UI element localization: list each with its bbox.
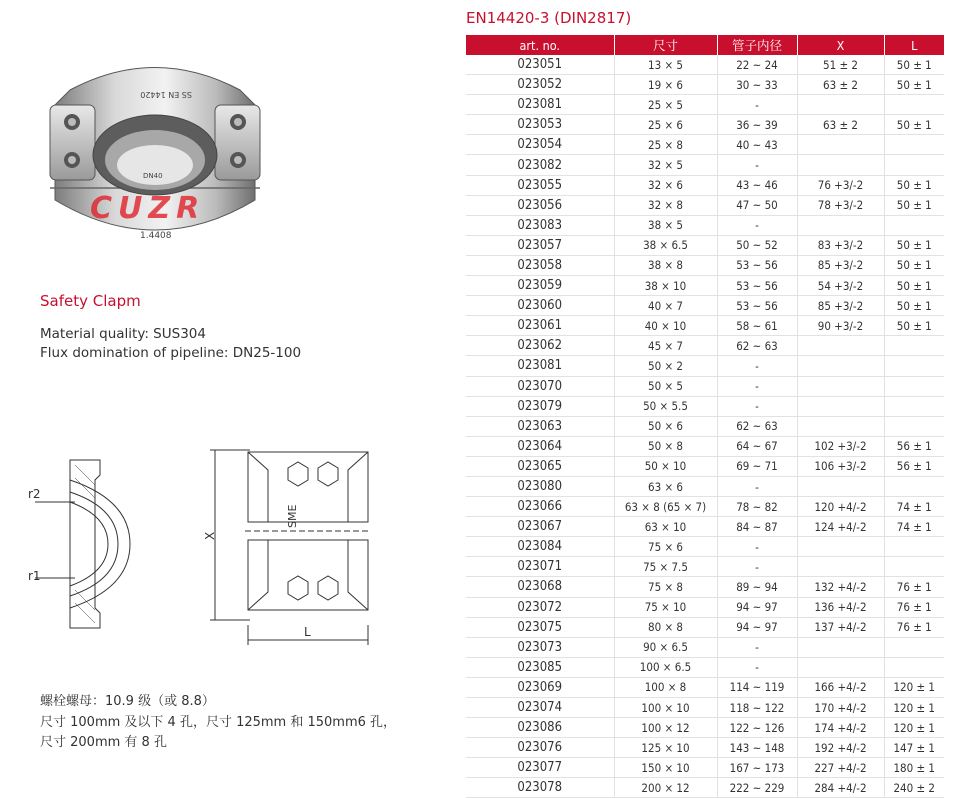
cell-x: 284 +4/-2 (797, 778, 884, 798)
cell-x (797, 396, 884, 416)
cell-art-no: 023072 (466, 597, 614, 617)
cell-l: 50 ± 1 (884, 115, 944, 135)
cell-x: 63 ± 2 (797, 75, 884, 95)
cell-pipe-id: 58 ~ 61 (717, 316, 797, 336)
cell-size: 100 × 12 (614, 718, 717, 738)
cell-l (884, 657, 944, 677)
cell-l (884, 476, 944, 496)
cell-pipe-id: 143 ~ 148 (717, 738, 797, 758)
cell-l: 120 ± 1 (884, 677, 944, 697)
cell-size: 25 × 5 (614, 95, 717, 115)
cell-art-no: 023080 (466, 476, 614, 496)
cell-pipe-id: - (717, 657, 797, 677)
cell-size: 25 × 6 (614, 115, 717, 135)
label-sme: SME (286, 504, 299, 528)
cell-x: 90 +3/-2 (797, 316, 884, 336)
table-row (466, 738, 944, 758)
label-l: L (304, 625, 311, 639)
cell-x (797, 657, 884, 677)
cell-pipe-id: 78 ~ 82 (717, 497, 797, 517)
cell-art-no: 023084 (466, 537, 614, 557)
cell-x (797, 356, 884, 376)
cell-size: 38 × 6.5 (614, 235, 717, 255)
header-size: 尺寸 (614, 35, 717, 55)
cell-pipe-id: - (717, 95, 797, 115)
cell-pipe-id: 43 ~ 46 (717, 175, 797, 195)
cell-x (797, 95, 884, 115)
table-row (466, 376, 944, 396)
cell-x (797, 637, 884, 657)
cell-art-no: 023077 (466, 758, 614, 778)
cell-x: 51 ± 2 (797, 55, 884, 75)
cell-x (797, 416, 884, 436)
cell-size: 150 × 10 (614, 758, 717, 778)
cell-art-no: 023079 (466, 396, 614, 416)
cell-pipe-id: 94 ~ 97 (717, 597, 797, 617)
cell-pipe-id: 53 ~ 56 (717, 255, 797, 275)
cell-pipe-id: - (717, 557, 797, 577)
cell-art-no: 023062 (466, 336, 614, 356)
cell-size: 125 × 10 (614, 738, 717, 758)
cell-x: 227 +4/-2 (797, 758, 884, 778)
cell-l (884, 376, 944, 396)
cell-l (884, 557, 944, 577)
cell-pipe-id: 69 ~ 71 (717, 456, 797, 476)
cell-l: 180 ± 1 (884, 758, 944, 778)
header-pipe-id: 管子内径 (717, 35, 797, 55)
cell-x (797, 215, 884, 235)
cell-art-no: 023060 (466, 296, 614, 316)
table-row (466, 517, 944, 537)
cell-x: 137 +4/-2 (797, 617, 884, 637)
standard-title: EN14420-3 (DIN2817) (466, 9, 632, 27)
cell-pipe-id: 62 ~ 63 (717, 416, 797, 436)
cell-size: 90 × 6.5 (614, 637, 717, 657)
cell-l: 120 ± 1 (884, 698, 944, 718)
cell-size: 100 × 8 (614, 677, 717, 697)
table-row (466, 617, 944, 637)
cell-size: 13 × 5 (614, 55, 717, 75)
brand-watermark: CUZR (90, 191, 206, 226)
cell-size: 40 × 7 (614, 296, 717, 316)
cell-l (884, 95, 944, 115)
cell-l: 50 ± 1 (884, 75, 944, 95)
product-info-panel (0, 0, 460, 798)
cell-l: 50 ± 1 (884, 235, 944, 255)
cell-pipe-id: 36 ~ 39 (717, 115, 797, 135)
cell-art-no: 023082 (466, 155, 614, 175)
cell-x: 120 +4/-2 (797, 497, 884, 517)
cell-l (884, 336, 944, 356)
cell-art-no: 023073 (466, 637, 614, 657)
cell-size: 40 × 10 (614, 316, 717, 336)
cell-x (797, 557, 884, 577)
cell-pipe-id: - (717, 155, 797, 175)
label-x: X (203, 531, 217, 540)
table-row (466, 135, 944, 155)
cell-l (884, 356, 944, 376)
cell-x: 76 +3/-2 (797, 175, 884, 195)
table-row (466, 597, 944, 617)
note-holes-1: 尺寸 100mm 及以下 4 孔，尺寸 125mm 和 150mm6 孔， (40, 715, 397, 730)
cell-pipe-id: 167 ~ 173 (717, 758, 797, 778)
cell-art-no: 023052 (466, 75, 614, 95)
cell-art-no: 023056 (466, 195, 614, 215)
cell-x: 174 +4/-2 (797, 718, 884, 738)
table-row (466, 436, 944, 456)
table-row (466, 115, 944, 135)
material-line: Material quality: SUS304 (40, 326, 206, 342)
cell-pipe-id: 50 ~ 52 (717, 235, 797, 255)
cell-art-no: 023086 (466, 718, 614, 738)
cell-l (884, 537, 944, 557)
table-row (466, 276, 944, 296)
header-x: X (797, 35, 884, 55)
cell-pipe-id: - (717, 537, 797, 557)
table-row (466, 476, 944, 496)
cell-l (884, 215, 944, 235)
cell-art-no: 023055 (466, 175, 614, 195)
cell-size: 38 × 8 (614, 255, 717, 275)
cell-art-no: 023053 (466, 115, 614, 135)
cell-l: 240 ± 2 (884, 778, 944, 798)
cell-size: 38 × 10 (614, 276, 717, 296)
table-row (466, 175, 944, 195)
cell-art-no: 023051 (466, 55, 614, 75)
cell-x: 166 +4/-2 (797, 677, 884, 697)
cell-l: 147 ± 1 (884, 738, 944, 758)
cell-pipe-id: 94 ~ 97 (717, 617, 797, 637)
cell-pipe-id: 53 ~ 56 (717, 276, 797, 296)
cell-x (797, 476, 884, 496)
cell-l: 76 ± 1 (884, 597, 944, 617)
cell-art-no: 023069 (466, 677, 614, 697)
header-art-no: art. no. (466, 35, 614, 55)
table-row (466, 778, 944, 798)
cell-art-no: 023057 (466, 235, 614, 255)
table-row (466, 316, 944, 336)
table-body (466, 55, 944, 798)
cell-l (884, 637, 944, 657)
cell-art-no: 023085 (466, 657, 614, 677)
cell-size: 75 × 7.5 (614, 557, 717, 577)
cell-art-no: 023081 (466, 356, 614, 376)
cell-pipe-id: 62 ~ 63 (717, 336, 797, 356)
cell-l (884, 135, 944, 155)
cell-l: 76 ± 1 (884, 577, 944, 597)
cell-art-no: 023083 (466, 215, 614, 235)
label-r1: r1 (28, 569, 41, 583)
clamp-photo (40, 50, 270, 260)
cell-size: 63 × 10 (614, 517, 717, 537)
cell-l: 50 ± 1 (884, 255, 944, 275)
cell-art-no: 023070 (466, 376, 614, 396)
label-r2: r2 (28, 487, 41, 501)
cell-pipe-id: - (717, 356, 797, 376)
table-row (466, 416, 944, 436)
table-row (466, 255, 944, 275)
cell-art-no: 023076 (466, 738, 614, 758)
cell-l: 56 ± 1 (884, 456, 944, 476)
cell-art-no: 023059 (466, 276, 614, 296)
cell-l: 56 ± 1 (884, 436, 944, 456)
engraving-top: SS EN 14420 (140, 90, 192, 99)
cell-art-no: 023054 (466, 135, 614, 155)
cell-x: 136 +4/-2 (797, 597, 884, 617)
table-row (466, 456, 944, 476)
cell-l (884, 396, 944, 416)
cell-size: 38 × 5 (614, 215, 717, 235)
cell-size: 50 × 8 (614, 436, 717, 456)
note-bolts: 螺栓螺母：10.9 级（或 8.8） (40, 694, 215, 709)
cell-l: 74 ± 1 (884, 497, 944, 517)
product-title: Safety Clapm (40, 292, 141, 310)
cell-pipe-id: 84 ~ 87 (717, 517, 797, 537)
cell-size: 50 × 10 (614, 456, 717, 476)
cell-size: 63 × 8 (65 × 7) (614, 497, 717, 517)
cell-size: 63 × 6 (614, 476, 717, 496)
cell-l (884, 416, 944, 436)
cell-size: 32 × 6 (614, 175, 717, 195)
cell-size: 100 × 6.5 (614, 657, 717, 677)
cell-art-no: 023074 (466, 698, 614, 718)
cell-pipe-id: 40 ~ 43 (717, 135, 797, 155)
cell-x: 85 +3/-2 (797, 296, 884, 316)
cell-art-no: 023071 (466, 557, 614, 577)
cell-l: 50 ± 1 (884, 55, 944, 75)
cell-size: 50 × 5.5 (614, 396, 717, 416)
cell-x: 54 +3/-2 (797, 276, 884, 296)
cell-x: 132 +4/-2 (797, 577, 884, 597)
table-row (466, 557, 944, 577)
cell-pipe-id: 53 ~ 56 (717, 296, 797, 316)
table-row (466, 356, 944, 376)
cell-pipe-id: 30 ~ 33 (717, 75, 797, 95)
cell-x: 83 +3/-2 (797, 235, 884, 255)
cell-x (797, 376, 884, 396)
cell-size: 45 × 7 (614, 336, 717, 356)
table-row (466, 497, 944, 517)
table-row (466, 75, 944, 95)
cell-x: 170 +4/-2 (797, 698, 884, 718)
cell-pipe-id: 118 ~ 122 (717, 698, 797, 718)
cell-x (797, 537, 884, 557)
cell-size: 25 × 8 (614, 135, 717, 155)
cell-pipe-id: 89 ~ 94 (717, 577, 797, 597)
cell-size: 75 × 10 (614, 597, 717, 617)
cell-l: 74 ± 1 (884, 517, 944, 537)
cell-size: 19 × 6 (614, 75, 717, 95)
section-view (28, 460, 130, 628)
cell-x (797, 135, 884, 155)
table-row (466, 577, 944, 597)
cell-art-no: 023067 (466, 517, 614, 537)
technical-drawing (20, 440, 460, 660)
table-row (466, 195, 944, 215)
cell-pipe-id: 64 ~ 67 (717, 436, 797, 456)
cell-l: 50 ± 1 (884, 276, 944, 296)
cell-art-no: 023061 (466, 316, 614, 336)
table-row (466, 718, 944, 738)
cell-size: 200 × 12 (614, 778, 717, 798)
table-row (466, 637, 944, 657)
cell-l (884, 155, 944, 175)
cell-art-no: 023063 (466, 416, 614, 436)
front-view (203, 450, 371, 645)
table-row (466, 537, 944, 557)
cell-x: 106 +3/-2 (797, 456, 884, 476)
cell-pipe-id: - (717, 476, 797, 496)
table-row (466, 698, 944, 718)
cell-pipe-id: 22 ~ 24 (717, 55, 797, 75)
cell-size: 80 × 8 (614, 617, 717, 637)
cell-x: 85 +3/-2 (797, 255, 884, 275)
cell-x (797, 336, 884, 356)
cell-size: 50 × 6 (614, 416, 717, 436)
table-row (466, 155, 944, 175)
spec-table (466, 35, 944, 798)
cell-art-no: 023064 (466, 436, 614, 456)
cell-l: 50 ± 1 (884, 296, 944, 316)
cell-art-no: 023066 (466, 497, 614, 517)
cell-l: 50 ± 1 (884, 175, 944, 195)
cell-x: 78 +3/-2 (797, 195, 884, 215)
cell-l: 76 ± 1 (884, 617, 944, 637)
header-l: L (884, 35, 944, 55)
cell-pipe-id: 47 ~ 50 (717, 195, 797, 215)
cell-pipe-id: 222 ~ 229 (717, 778, 797, 798)
cell-pipe-id: - (717, 215, 797, 235)
cell-size: 75 × 8 (614, 577, 717, 597)
cell-size: 100 × 10 (614, 698, 717, 718)
cell-size: 75 × 6 (614, 537, 717, 557)
table-row (466, 677, 944, 697)
cell-pipe-id: - (717, 396, 797, 416)
cell-size: 32 × 5 (614, 155, 717, 175)
table-row (466, 296, 944, 316)
cell-size: 50 × 5 (614, 376, 717, 396)
table-row (466, 758, 944, 778)
engraving-dn: DN40 (143, 172, 163, 180)
table-row (466, 396, 944, 416)
note-holes-2: 尺寸 200mm 有 8 孔 (40, 735, 167, 750)
cell-art-no: 023065 (466, 456, 614, 476)
table-row (466, 336, 944, 356)
engraving-front: 1.4408 (140, 231, 172, 241)
cell-x: 63 ± 2 (797, 115, 884, 135)
table-row (466, 55, 944, 75)
cell-l: 50 ± 1 (884, 195, 944, 215)
cell-pipe-id: 114 ~ 119 (717, 677, 797, 697)
cell-pipe-id: 122 ~ 126 (717, 718, 797, 738)
cell-l: 50 ± 1 (884, 316, 944, 336)
table-row (466, 95, 944, 115)
flux-line: Flux domination of pipeline: DN25-100 (40, 345, 302, 361)
cell-art-no: 023078 (466, 778, 614, 798)
cell-art-no: 023075 (466, 617, 614, 637)
cell-pipe-id: - (717, 637, 797, 657)
cell-art-no: 023068 (466, 577, 614, 597)
table-row (466, 215, 944, 235)
cell-size: 32 × 8 (614, 195, 717, 215)
cell-size: 50 × 2 (614, 356, 717, 376)
cell-art-no: 023081 (466, 95, 614, 115)
table-row (466, 235, 944, 255)
cell-art-no: 023058 (466, 255, 614, 275)
cell-x: 124 +4/-2 (797, 517, 884, 537)
cell-x (797, 155, 884, 175)
table-row (466, 657, 944, 677)
table-header-row (466, 35, 944, 55)
cell-x: 102 +3/-2 (797, 436, 884, 456)
cell-pipe-id: - (717, 376, 797, 396)
cell-l: 120 ± 1 (884, 718, 944, 738)
cell-x: 192 +4/-2 (797, 738, 884, 758)
